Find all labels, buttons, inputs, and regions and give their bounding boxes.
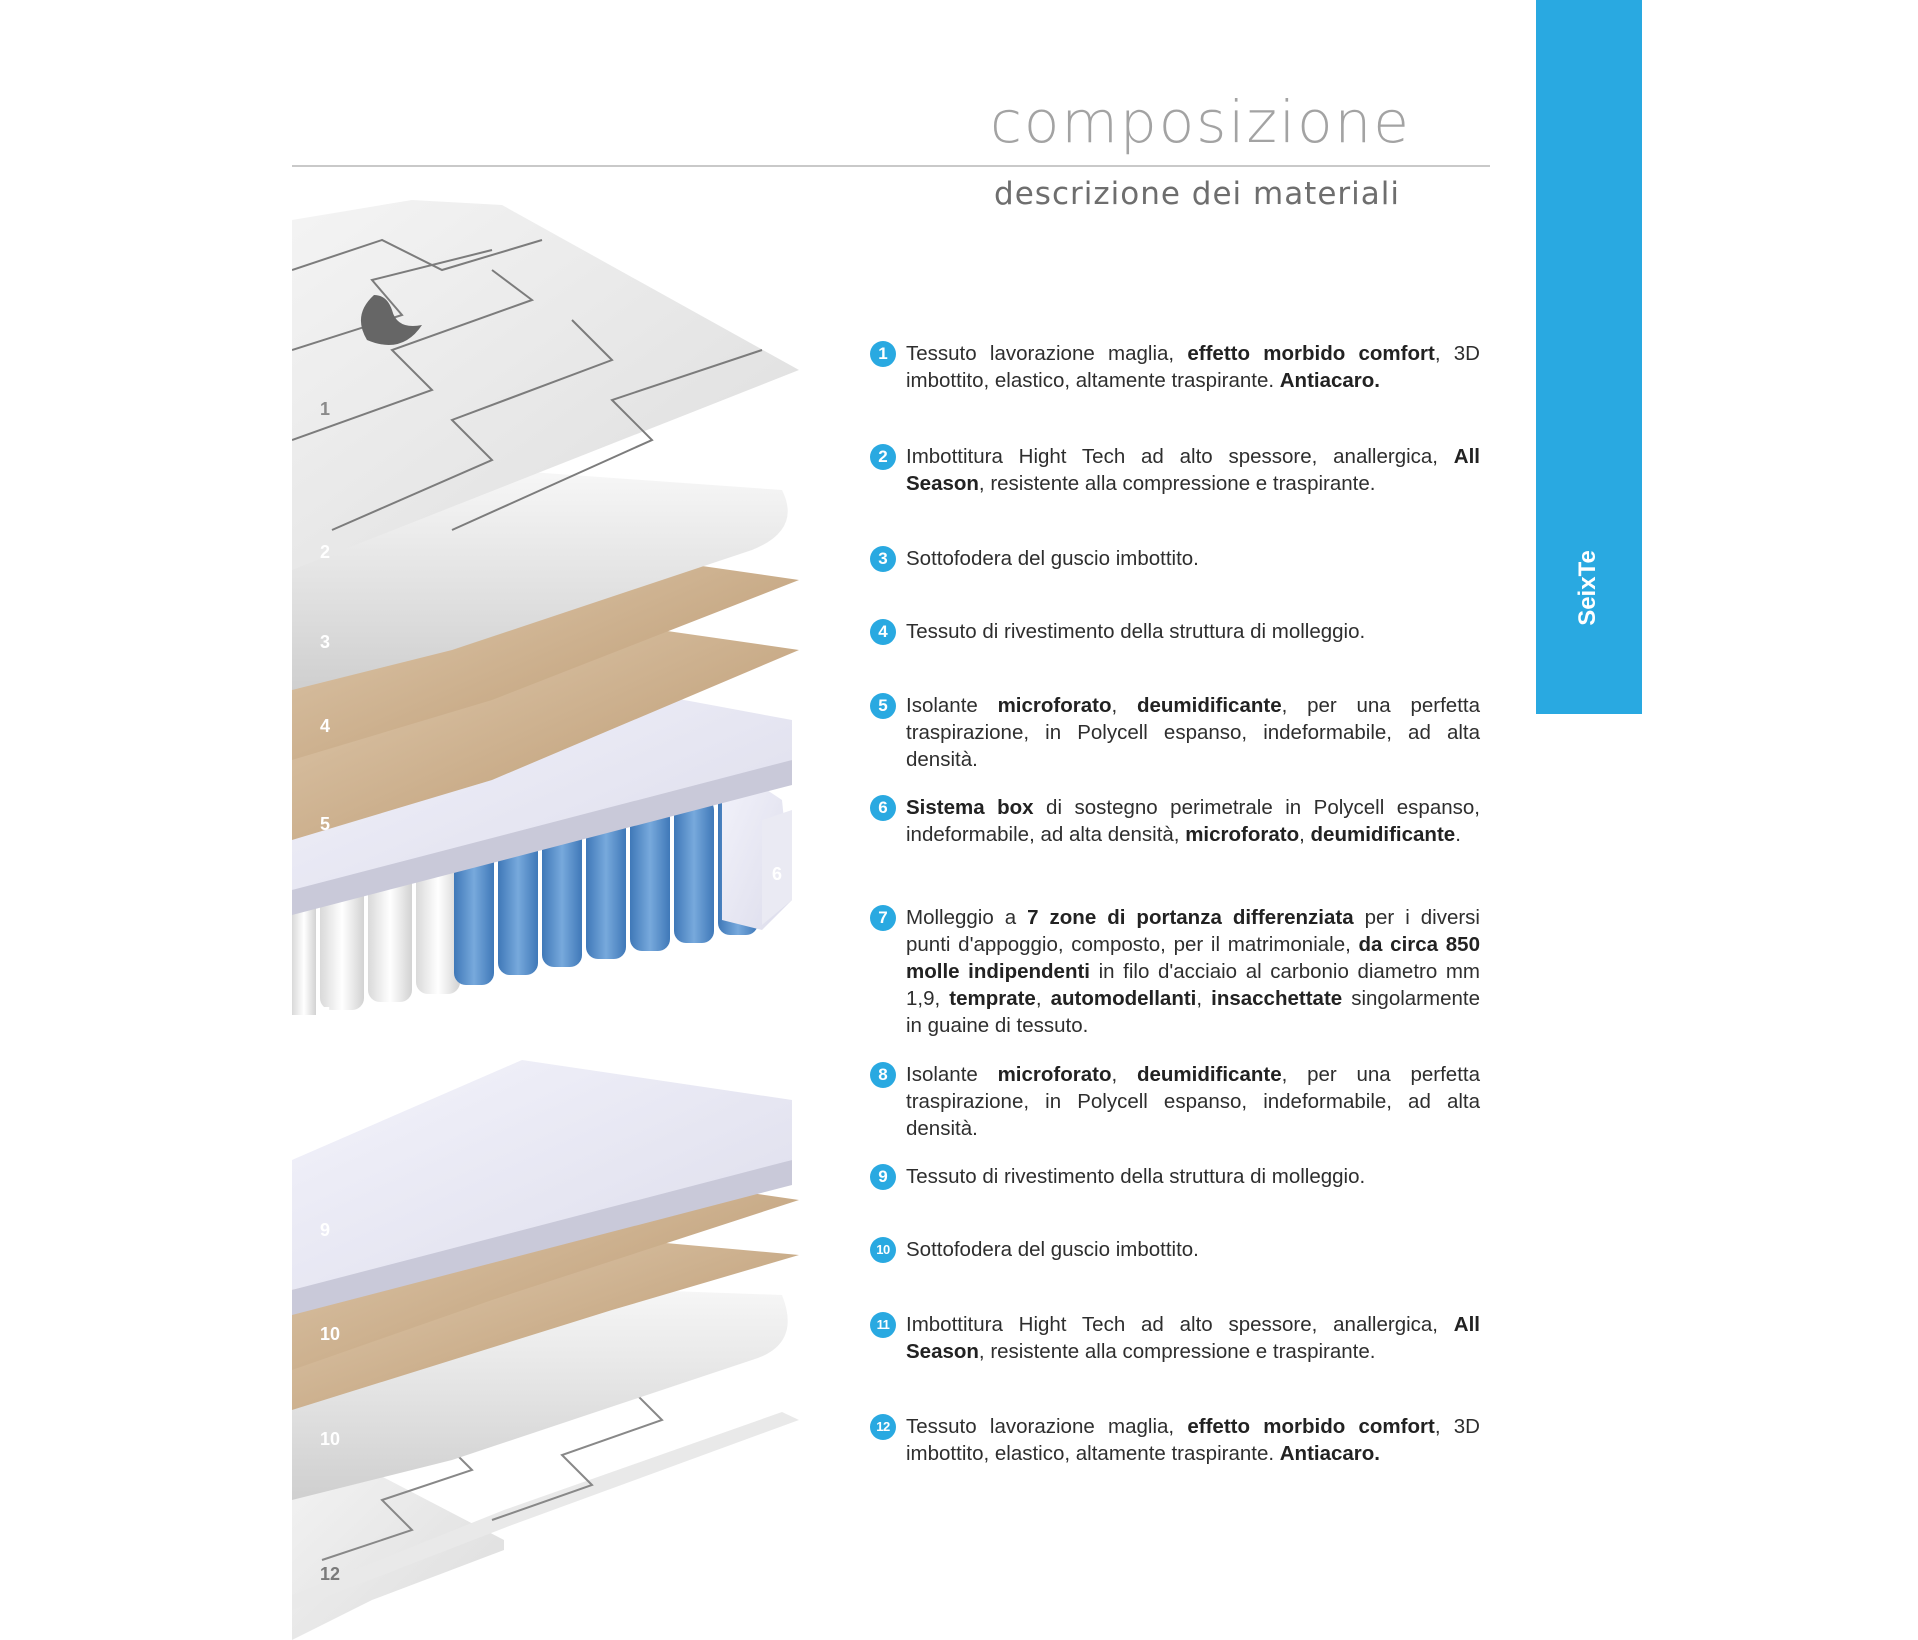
- bold-text: deumidificante: [1136, 694, 1282, 717]
- number-badge: 12: [870, 1414, 896, 1440]
- layer-label: 12: [320, 1564, 341, 1584]
- number-badge: 2: [870, 444, 896, 470]
- text-segment: , 3D imbottito, elastico, altamente traspirante.: [906, 342, 1480, 392]
- bold-text: microforato: [997, 694, 1112, 717]
- number-badge: 4: [870, 619, 896, 645]
- layer-label: 7: [320, 1004, 331, 1024]
- bold-text: microforato: [1185, 823, 1300, 846]
- list-item: [870, 1061, 1480, 1142]
- number-badge: 6: [870, 795, 896, 821]
- number-badge: 5: [870, 693, 896, 719]
- list-item: [870, 545, 1480, 572]
- layer-label: 5: [320, 814, 331, 834]
- item-description: [906, 1236, 1480, 1263]
- text-segment: Tessuto di rivestimento della struttura di molleggio.: [906, 1165, 1366, 1188]
- number-badge: 10: [870, 1237, 896, 1263]
- bold-text: Antiacaro.: [1279, 1442, 1380, 1465]
- bold-text: temprate: [949, 987, 1036, 1010]
- text-segment: , resistente alla compressione e traspirante.: [978, 1340, 1376, 1363]
- text-segment: Molleggio a: [906, 906, 1028, 929]
- page-title: composizione: [990, 88, 1411, 156]
- list-item: [870, 904, 1480, 1039]
- text-segment: .: [1455, 823, 1461, 846]
- layer-label: 2: [320, 542, 331, 562]
- text-segment: ,: [1035, 987, 1051, 1010]
- text-segment: Tessuto di rivestimento della struttura di molleggio.: [906, 620, 1366, 643]
- item-description: [906, 545, 1480, 572]
- page-subtitle: descrizione dei materiali: [994, 176, 1400, 212]
- bold-text: All Season: [906, 1313, 1480, 1363]
- item-description: [906, 1413, 1480, 1467]
- layer-label: 3: [320, 632, 331, 652]
- text-segment: di sostegno perimetrale in Polycell espanso, indeformabile, ad alta densità,: [906, 796, 1480, 846]
- text-segment: Tessuto lavorazione maglia,: [906, 342, 1188, 365]
- text-segment: per i diversi punti d'appoggio, composto, per il matrimoniale,: [906, 906, 1480, 956]
- bold-text: microforato: [997, 1063, 1112, 1086]
- number-badge: 1: [870, 341, 896, 367]
- item-description: [906, 794, 1480, 848]
- list-item: [870, 1311, 1480, 1365]
- list-item: [870, 692, 1480, 773]
- list-item: [870, 794, 1480, 848]
- bold-text: effetto morbido comfort: [1187, 1415, 1435, 1438]
- text-segment: ,: [1196, 987, 1212, 1010]
- number-badge: 3: [870, 546, 896, 572]
- item-description: [906, 340, 1480, 394]
- text-segment: , per una perfetta traspirazione, in Polycell espanso, indeformabile, ad alta densità.: [906, 694, 1480, 771]
- number-badge: 8: [870, 1062, 896, 1088]
- text-segment: Imbottitura Hight Tech ad alto spessore, anallergica,: [906, 1313, 1454, 1336]
- text-segment: Imbottitura Hight Tech ad alto spessore, anallergica,: [906, 445, 1454, 468]
- item-description: [906, 1311, 1480, 1365]
- mattress-layers-illustration: [292, 200, 804, 1640]
- text-segment: Tessuto lavorazione maglia,: [906, 1415, 1188, 1438]
- number-badge: 7: [870, 905, 896, 931]
- text-segment: Sottofodera del guscio imbottito.: [906, 1238, 1199, 1261]
- bold-text: All Season: [906, 445, 1480, 495]
- layer-label: 4: [320, 716, 331, 736]
- item-description: [906, 1163, 1480, 1190]
- text-segment: ,: [1111, 1063, 1137, 1086]
- item-description: [906, 1061, 1480, 1142]
- bold-text: Antiacaro.: [1279, 369, 1380, 392]
- bold-text: da circa 850 molle indipendenti: [906, 933, 1480, 983]
- item-description: [906, 618, 1480, 645]
- text-segment: singolarmente in guaine di tessuto.: [906, 987, 1480, 1037]
- list-item: [870, 1163, 1480, 1190]
- layer-label: 6: [772, 864, 783, 884]
- text-segment: Isolante: [906, 1063, 998, 1086]
- text-segment: , 3D imbottito, elastico, altamente traspirante.: [906, 1415, 1480, 1465]
- layer-label: 1: [320, 399, 331, 419]
- bold-text: deumidificante: [1310, 823, 1456, 846]
- item-description: [906, 692, 1480, 773]
- bold-text: automodellanti: [1050, 987, 1197, 1010]
- text-segment: , per una perfetta traspirazione, in Polycell espanso, indeformabile, ad alta densità.: [906, 1063, 1480, 1140]
- bold-text: insacchettate: [1211, 987, 1343, 1010]
- side-tab-label: SeixTe: [1574, 550, 1601, 626]
- item-description: [906, 904, 1480, 1039]
- text-segment: ,: [1111, 694, 1137, 717]
- text-segment: Sottofodera del guscio imbottito.: [906, 547, 1199, 570]
- layer-label: 10: [320, 1324, 341, 1344]
- list-item: [870, 340, 1480, 394]
- title-divider: [292, 165, 1490, 167]
- number-badge: 9: [870, 1164, 896, 1190]
- bold-text: Sistema box: [906, 796, 1034, 819]
- layer-label: 10: [320, 1429, 341, 1449]
- item-description: [906, 443, 1480, 497]
- bold-text: 7 zone di portanza differenziata: [1027, 906, 1354, 929]
- text-segment: Isolante: [906, 694, 998, 717]
- layer-label: 8: [320, 1096, 331, 1116]
- list-item: [870, 1413, 1480, 1467]
- text-segment: ,: [1299, 823, 1311, 846]
- bold-text: deumidificante: [1136, 1063, 1282, 1086]
- text-segment: in filo d'acciaio al carbonio diametro mm 1,9,: [906, 960, 1480, 1010]
- bold-text: effetto morbido comfort: [1187, 342, 1435, 365]
- list-item: [870, 618, 1480, 645]
- layer-label: 9: [320, 1220, 331, 1240]
- number-badge: 11: [870, 1312, 896, 1338]
- list-item: [870, 1236, 1480, 1263]
- text-segment: , resistente alla compressione e traspirante.: [978, 472, 1376, 495]
- list-item: [870, 443, 1480, 497]
